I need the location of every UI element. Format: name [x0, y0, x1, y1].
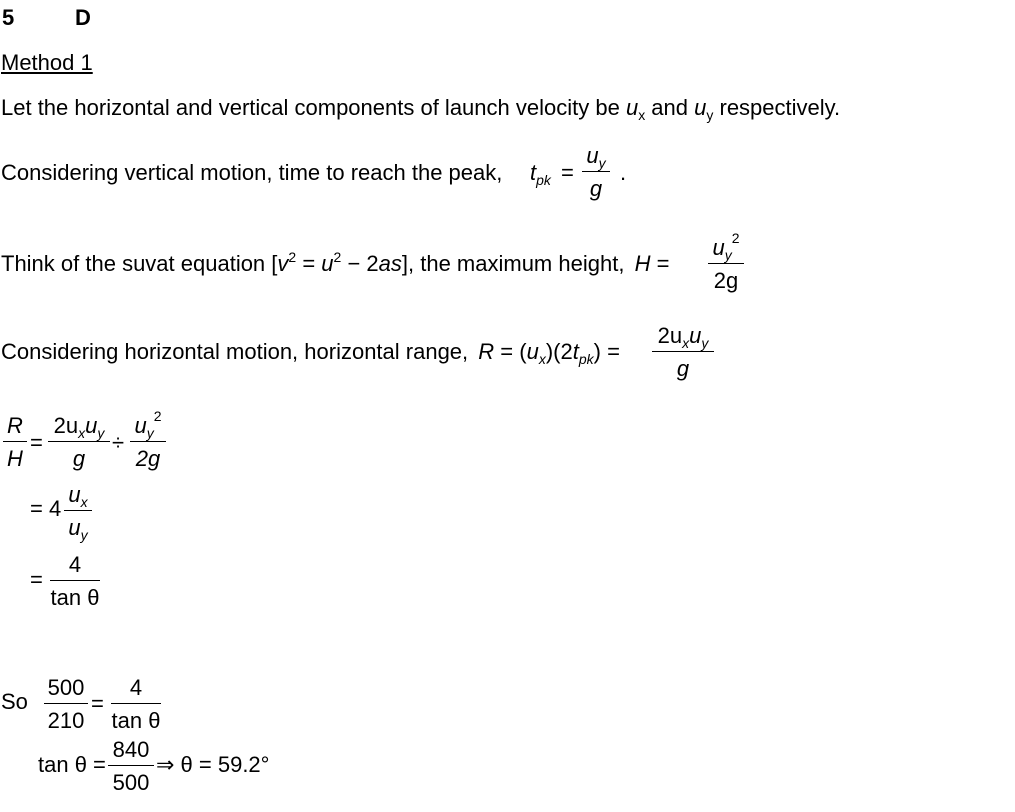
- intro-x: x: [638, 107, 646, 123]
- range-fraction: [652, 324, 714, 381]
- so-f3-den: 500: [112, 770, 150, 795]
- intro-and: and: [645, 95, 695, 120]
- peak-t: t: [530, 160, 537, 185]
- height-as: as: [378, 251, 402, 276]
- answer-letter: D: [75, 5, 91, 30]
- ratio-l2-num-u: u: [68, 482, 81, 507]
- fraction-bar: [652, 351, 714, 352]
- so-label: So: [1, 689, 28, 714]
- height-u-sup: 2: [333, 249, 342, 265]
- peak-den: g: [589, 176, 603, 201]
- height-fraction: [708, 230, 744, 293]
- ratio-f2-num-sub: y: [146, 425, 154, 441]
- height-line: [1, 249, 670, 278]
- ratio-H: H: [7, 446, 23, 471]
- fraction-bar: [48, 441, 110, 442]
- so-f3-num: 840: [112, 737, 150, 762]
- height-eq1: =: [296, 251, 322, 276]
- ratio-line2-frac: [64, 482, 92, 543]
- so-f1-num: 500: [47, 675, 85, 700]
- ratio-R: R: [7, 413, 23, 438]
- peak-text: Considering vertical motion, time to reach the peak,: [1, 160, 503, 185]
- so-f1-den: 210: [47, 708, 85, 733]
- peak-fraction: [582, 144, 610, 201]
- peak-lhs: [530, 161, 574, 187]
- ratio-div: ÷: [112, 430, 125, 455]
- peak-num-u: u: [586, 143, 599, 168]
- fraction-bar: [50, 580, 100, 581]
- ratio-l3-num: 4: [68, 552, 82, 577]
- range-close: ) =: [593, 339, 620, 364]
- ratio-eq: =: [30, 430, 43, 455]
- fraction-bar: [582, 171, 610, 172]
- ratio-l2-den-sub: y: [80, 527, 88, 543]
- fraction-bar: [3, 441, 27, 442]
- ratio-f1: [48, 414, 110, 471]
- peak-num-sub: y: [598, 155, 606, 171]
- ratio-f1-sub1: x: [78, 425, 86, 441]
- intro-u2: u: [694, 95, 707, 120]
- peak-eq: =: [561, 160, 574, 185]
- height-u: u: [321, 251, 334, 276]
- so-tan: tan θ =: [38, 752, 106, 777]
- height-v: v: [277, 251, 289, 276]
- height-text2: ], the maximum height,: [401, 251, 625, 276]
- ratio-f1-num: 2u: [53, 413, 79, 438]
- so-f2-den: tan θ: [111, 708, 161, 733]
- height-num-u: u: [712, 235, 725, 260]
- height-eq: =: [656, 251, 670, 276]
- so-f2: [111, 676, 161, 733]
- ratio-line3-frac: [50, 553, 100, 610]
- ratio-f1-sub2: y: [97, 425, 105, 441]
- height-num-sub: y: [724, 247, 732, 263]
- ratio-line2-eq: = 4: [30, 496, 62, 521]
- range-t: t: [572, 339, 579, 364]
- height-num-sup: 2: [731, 230, 740, 246]
- fraction-bar: [111, 703, 161, 704]
- fraction-bar: [108, 765, 154, 766]
- ratio-f2-num-sup: 2: [153, 408, 162, 424]
- peak-t-sub: pk: [536, 172, 551, 188]
- range-eq1: = (: [494, 339, 527, 364]
- fraction-bar: [44, 703, 88, 704]
- ratio-f1-u2: u: [85, 413, 98, 438]
- range-num: 2u: [657, 323, 683, 348]
- range-den: g: [676, 356, 690, 381]
- range-num-sub2: y: [701, 335, 709, 351]
- intro-line: [1, 96, 840, 122]
- so-f2-num: 4: [129, 675, 143, 700]
- range-num-u2: u: [689, 323, 702, 348]
- height-den: 2g: [713, 268, 739, 293]
- fraction-bar: [64, 510, 92, 511]
- range-u: u: [526, 339, 539, 364]
- method-title: Method 1: [1, 50, 93, 75]
- range-R: R: [478, 339, 495, 364]
- intro-y: y: [706, 107, 714, 123]
- height-text1: Think of the suvat equation [: [1, 251, 278, 276]
- range-mid: )(2: [545, 339, 573, 364]
- range-t-sub: pk: [578, 351, 594, 367]
- ratio-f1-den: g: [72, 446, 86, 471]
- so-f1: [44, 676, 88, 733]
- height-v-sup: 2: [288, 249, 297, 265]
- range-text: Considering horizontal motion, horizontal range,: [1, 339, 469, 364]
- fraction-bar: [708, 263, 744, 264]
- ratio-f2-num-u: u: [134, 413, 147, 438]
- ratio-line3-eq: =: [30, 567, 43, 592]
- ratio-l2-num-sub: x: [80, 494, 88, 510]
- intro-suffix: respectively.: [713, 95, 841, 120]
- so-f3: [108, 738, 154, 795]
- height-minus: − 2: [341, 251, 379, 276]
- ratio-f2-den: 2g: [135, 446, 161, 471]
- ratio-l2-den-u: u: [68, 515, 81, 540]
- so-eq: =: [91, 691, 104, 716]
- height-H: H: [634, 251, 651, 276]
- fraction-bar: [130, 441, 166, 442]
- intro-u1: u: [625, 95, 639, 120]
- range-line: [1, 340, 620, 366]
- range-num-sub1: x: [682, 335, 690, 351]
- so-result: ⇒ θ = 59.2°: [156, 752, 270, 777]
- peak-end: .: [620, 160, 627, 185]
- ratio-f2: [130, 408, 166, 471]
- question-number: 5: [2, 5, 15, 30]
- ratio-RH: [3, 414, 27, 471]
- ratio-l3-den: tan θ: [50, 585, 100, 610]
- intro-prefix: Let the horizontal and vertical components of launch velocity be: [1, 95, 626, 120]
- range-u-sub: x: [538, 351, 546, 367]
